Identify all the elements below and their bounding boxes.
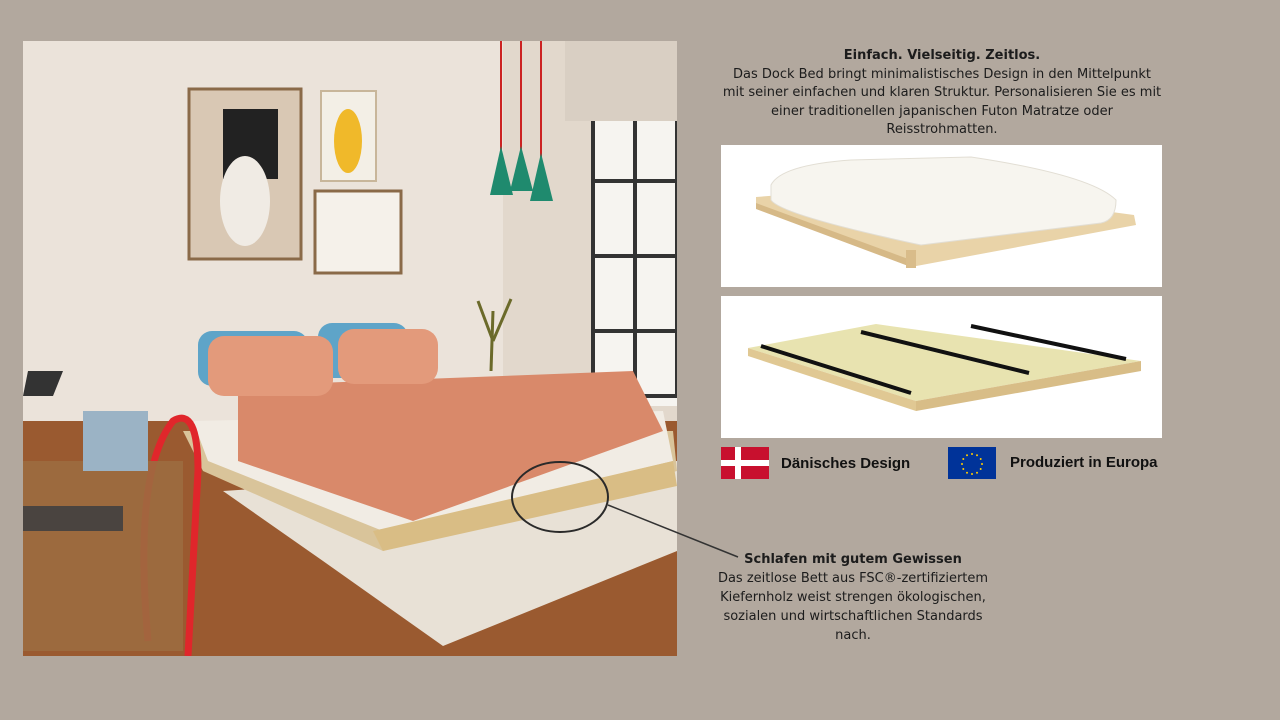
badge-made-in-europe: Produziert in Europa: [1010, 454, 1158, 471]
product-image-futon: [721, 145, 1162, 287]
intro-text-block: [722, 47, 1162, 140]
intro-body: Das Dock Bed bringt minimalistisches Design in den Mittelpunkt mit seiner einfachen und klaren Struktur. Personalisieren Sie es mit einer traditionellen japanischen Futon Matratze oder Reisstrohmatten.: [722, 66, 1162, 137]
intro-title: Einfach. Vielseitig. Zeitlos.: [843, 48, 1041, 63]
eu-flag-icon: [948, 447, 996, 479]
caption-text-block: [712, 550, 994, 645]
denmark-flag-icon: [721, 447, 769, 479]
badge-danish-design: Dänisches Design: [781, 455, 911, 472]
product-image-tatami: [721, 296, 1162, 438]
caption-title: Schlafen mit gutem Gewissen: [744, 552, 962, 567]
caption-body: Das zeitlose Bett aus FSC®-zertifiziertem Kiefernholz weist strengen ökologischen, sozialen und wirtschaftlichen Standards nach.: [717, 571, 989, 643]
